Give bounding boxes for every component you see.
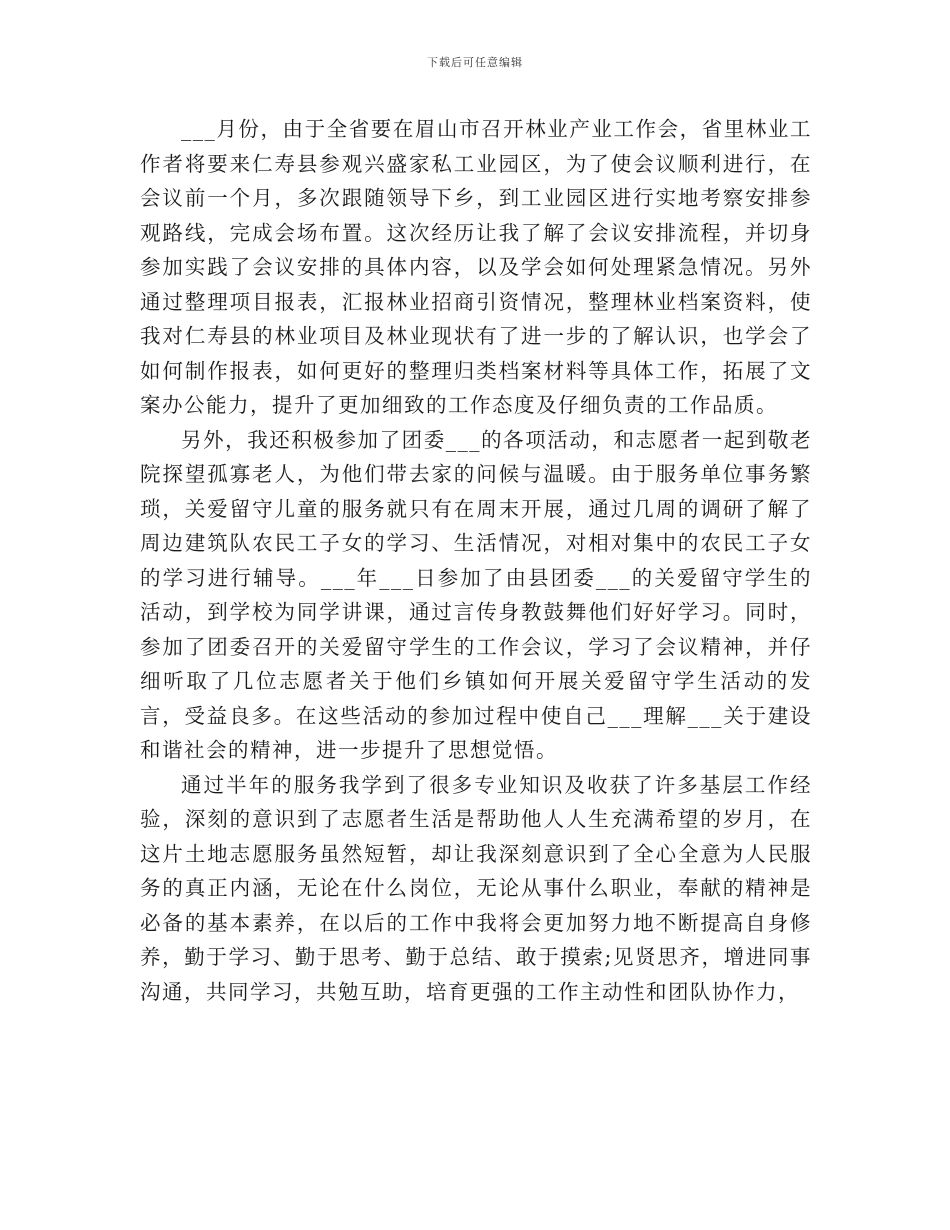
page-header-note: 下载后可任意编辑 bbox=[427, 56, 523, 69]
paragraph-1: ___月份，由于全省要在眉山市召开林业产业工作会，省里林业工作者将要来仁寿县参观兴盛家私工业园区，为了使会议顺利进行，在会议前一个月，多次跟随领导下乡，到工业园区进行实地考察安排参观路线，完成会场布置。这次经历让我了解了会议安排流程，并切身参加实践了会议安排的具体内容，以及学会如何处理紧急情况。另外通过整理项目报表，汇报林业招商引资情况，整理林业档案资料，使我对仁寿县的林业项目及林业现状有了进一步的了解认识，也学会了如何制作报表，如何更好的整理归类档案材料等具体工作，拓展了文案办公能力，提升了更加细致的工作态度及仔细负责的工作品质。 bbox=[140, 117, 812, 417]
paragraph-2: 另外，我还积极参加了团委___的各项活动，和志愿者一起到敬老院探望孤寡老人，为他们带去家的问候与温暖。由于服务单位事务繁琐，关爱留守儿童的服务就只有在周末开展，通过几周的调研了解了周边建筑队农民工子女的学习、生活情况，对相对集中的农民工子女的学习进行辅导。___年___日参加了由县团委___的关爱留守学生的活动，到学校为同学讲课，通过言传身教鼓舞他们好好学习。同时，参加了团委召开的关爱留守学生的工作会议，学习了会议精神，并仔细听取了几位志愿者关于他们乡镇如何开展关爱留守学生活动的发言，受益良多。在这些活动的参加过程中使自己___理解___关于建设和谐社会的精神，进一步提升了思想觉悟。 bbox=[140, 427, 812, 762]
document-body bbox=[140, 112, 812, 1009]
paragraph-3: 通过半年的服务我学到了很多专业知识及收获了许多基层工作经验，深刻的意识到了志愿者生活是帮助他人人生充满希望的岁月，在这片土地志愿服务虽然短暂，却让我深刻意识到了全心全意为人民服务的真正内涵，无论在什么岗位，无论从事什么职业，奉献的精神是必备的基本素养，在以后的工作中我将会更加努力地不断提高自身修养，勤于学习、勤于思考、勤于总结、敢于摸索;见贤思齐，增进同事沟通，共同学习，共勉互助，培育更强的工作主动性和团队协作力， bbox=[140, 772, 812, 1004]
